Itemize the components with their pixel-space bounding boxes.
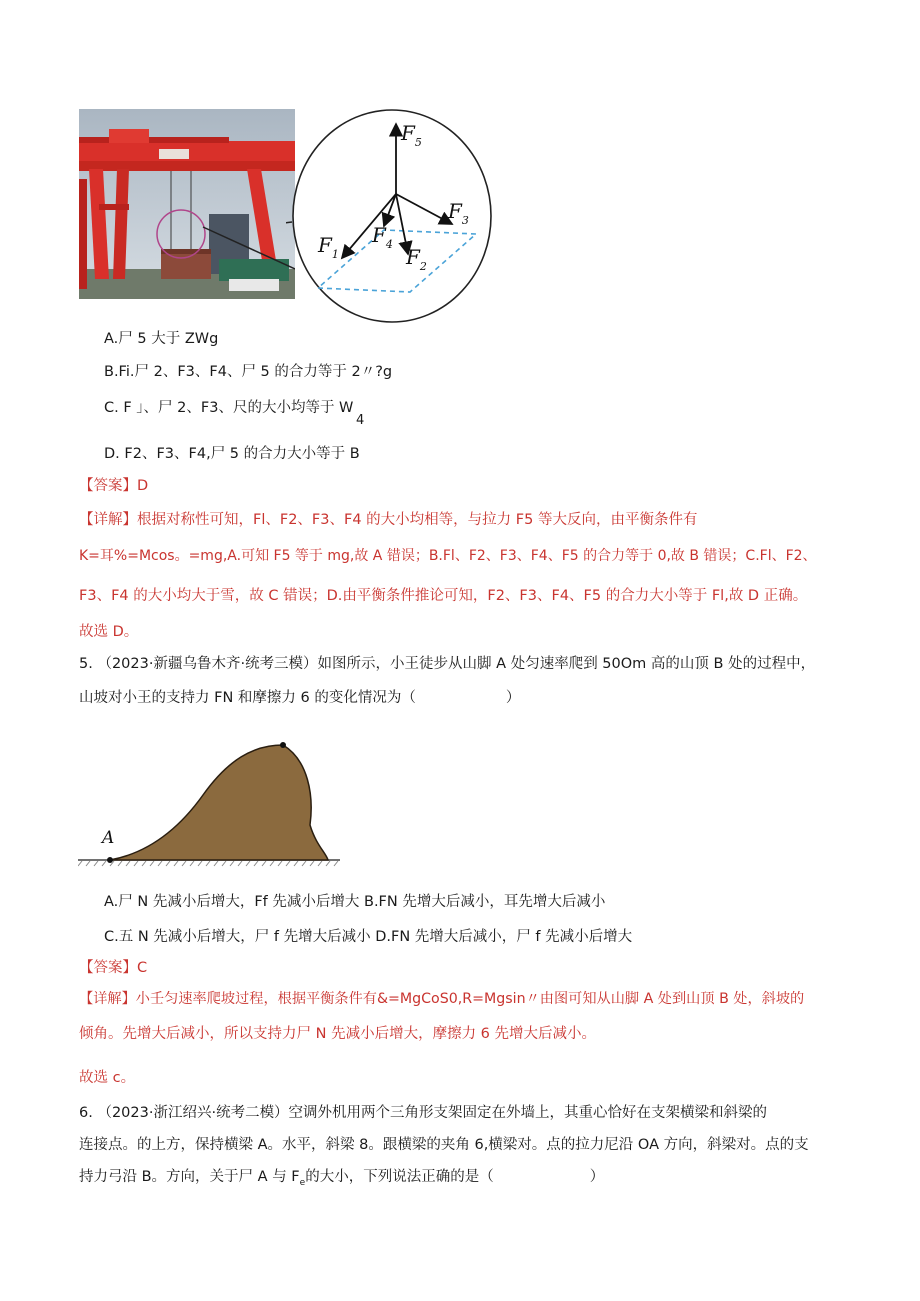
q4-option-c-denominator: 4 <box>356 413 365 428</box>
force-label-f2: $F_2$ <box>406 245 427 273</box>
force-label-f5: $F_5$ <box>401 121 422 149</box>
force-label-f1: $F_1$ <box>318 233 339 261</box>
mountain-figure <box>78 735 340 867</box>
q5-detail-line-1: 【详解】小壬匀速率爬坡过程，根据平衡条件有&=MgCoS0,R=Mgsin〃由图可知从山脚 A 处到山顶 B 处，斜坡的 <box>79 991 805 1007</box>
q5-stem-line-2: 山坡对小王的支持力 FN 和摩擦力 6 的变化情况为（ ） <box>79 690 521 706</box>
crane-photo <box>79 109 295 299</box>
q4-option-a: A.尸 5 大于 ZWg <box>104 331 219 347</box>
q4-option-d: D. F2、F3、F4,尸 5 的合力大小等于 B <box>104 446 360 462</box>
q4-detail-line-1: 【详解】根据对称性可知，Fl、F2、F3、F4 的大小均相等，与拉力 F5 等大反向，由平衡条件有 <box>79 512 698 528</box>
q6-line-3: 持力弓沿 B。方向，关于尸 A 与 $F_e$的大小，下列说法正确的是（ ） <box>79 1169 605 1188</box>
q5-conclusion: 故选 c。 <box>79 1070 136 1086</box>
q4-conclusion: 故选 D。 <box>79 624 139 640</box>
q5-option-ab: A.尸 N 先减小后增大，Ff 先减小后增大 B.FN 先增大后减小，耳先增大后减小 <box>104 894 606 910</box>
q4-detail-line-3: F3、F4 的大小均大于雪，故 C 错误；D.由平衡条件推论可知，F2、F3、F4、F5 的合力大小等于 Fl,故 D 正确。 <box>79 588 808 604</box>
point-a-label: A <box>102 828 115 848</box>
q6-line-1: 6. （2023·浙江绍兴·统考二模）空调外机用两个三角形支架固定在外墙上，其重心恰好在支架横梁和斜梁的 <box>79 1105 768 1121</box>
q4-option-b: B.Fi.尸 2、F3、F4、尸 5 的合力等于 2〃?g <box>104 364 393 380</box>
q5-stem-line-1: 5. （2023·新疆乌鲁木齐·统考三模）如图所示，小王徒步从山脚 A 处匀速率爬到 50Om 高的山顶 B 处的过程中， <box>79 656 816 672</box>
q5-detail-line-2: 倾角。先增大后减小，所以支持力尸 N 先减小后增大，摩擦力 6 先增大后减小。 <box>79 1026 597 1042</box>
force-diagram <box>286 106 496 326</box>
q4-answer: 【答案】D <box>79 478 149 494</box>
force-label-f3: $F_3$ <box>448 199 469 227</box>
q4-option-c: C. F 」、尸 2、F3、尺的大小均等于 W <box>104 400 354 416</box>
force-label-f4: $F_4$ <box>372 223 393 251</box>
q6-line-2: 连接点。的上方，保持横梁 A。水平，斜梁 8。跟横梁的夹角 6,横梁对。点的拉力尼沿 OA 方向，斜梁对。点的支 <box>79 1137 809 1153</box>
q4-detail-line-2: K=耳%=Mcos。=mg,A.可知 F5 等于 mg,故 A 错误；B.Fl、F2、F3、F4、F5 的合力等于 0,故 B 错误；C.Fl、F2、 <box>79 548 817 564</box>
q5-answer: 【答案】C <box>79 960 148 976</box>
q5-option-cd: C.五 N 先减小后增大，尸 f 先增大后减小 D.FN 先增大后减小，尸 f 先减小后增大 <box>104 929 633 945</box>
